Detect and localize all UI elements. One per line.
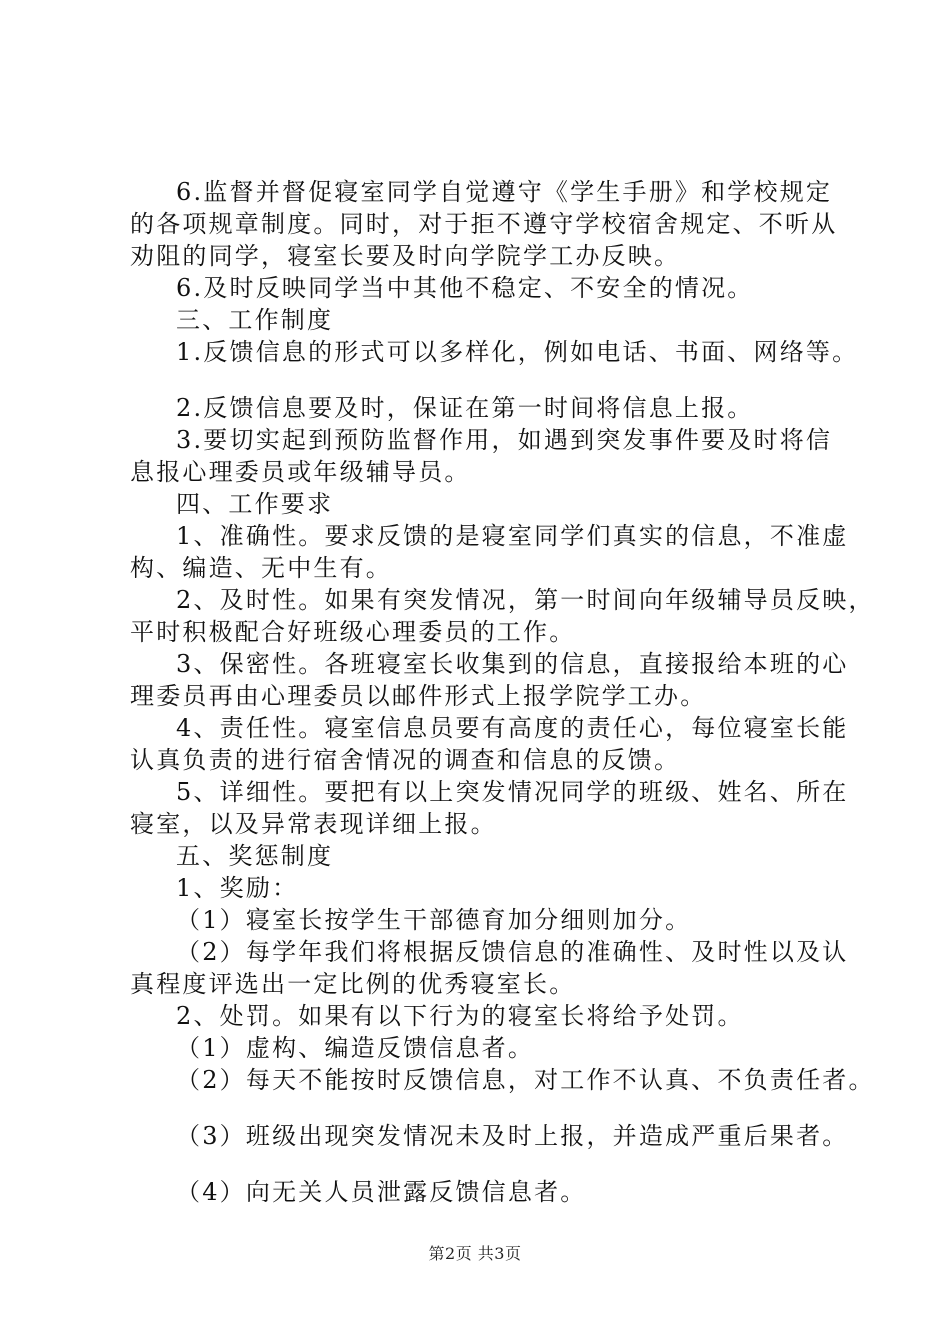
paragraph-line: 4、责任性。寝室信息员要有高度的责任心，每位寝室长能 xyxy=(176,714,849,742)
paragraph-line: （1）虚构、编造反馈信息者。 xyxy=(176,1034,535,1062)
paragraph-line: （3）班级出现突发情况未及时上报，并造成严重后果者。 xyxy=(176,1122,849,1150)
paragraph-line: 1、奖励： xyxy=(176,874,299,902)
paragraph-line: 的各项规章制度。同时，对于拒不遵守学校宿舍规定、不听从 xyxy=(130,210,838,238)
paragraph-line: 寝室，以及异常表现详细上报。 xyxy=(130,810,497,838)
section-heading: 四、工作要求 xyxy=(176,490,334,518)
paragraph-line: 3、保密性。各班寝室长收集到的信息，直接报给本班的心 xyxy=(176,650,849,678)
paragraph-line: 1.反馈信息的形式可以多样化，例如电话、书面、网络等。 xyxy=(176,338,859,366)
paragraph-line: 6.监督并督促寝室同学自觉遵守《学生手册》和学校规定 xyxy=(176,178,833,206)
paragraph-line: （2）每学年我们将根据反馈信息的准确性、及时性以及认 xyxy=(176,938,849,966)
paragraph-line: 真程度评选出一定比例的优秀寝室长。 xyxy=(130,970,576,998)
paragraph-line: 2.反馈信息要及时，保证在第一时间将信息上报。 xyxy=(176,394,754,422)
paragraph-line: 平时积极配合好班级心理委员的工作。 xyxy=(130,618,576,646)
paragraph-line: （1）寝室长按学生干部德育加分细则加分。 xyxy=(176,906,692,934)
paragraph-line: 构、编造、无中生有。 xyxy=(130,554,392,582)
paragraph-line: 3.要切实起到预防监督作用，如遇到突发事件要及时将信 xyxy=(176,426,833,454)
paragraph-line: （2）每天不能按时反馈信息，对工作不认真、不负责任者。 xyxy=(176,1066,875,1094)
paragraph-line: 劝阻的同学，寝室长要及时向学院学工办反映。 xyxy=(130,242,681,270)
paragraph-line: 1、准确性。要求反馈的是寝室同学们真实的信息，不准虚 xyxy=(176,522,849,550)
section-heading: 五、奖惩制度 xyxy=(176,842,334,870)
paragraph-line: 6.及时反映同学当中其他不稳定、不安全的情况。 xyxy=(176,274,754,302)
paragraph-line: （4）向无关人员泄露反馈信息者。 xyxy=(176,1178,587,1206)
paragraph-line: 2、及时性。如果有突发情况，第一时间向年级辅导员反映， xyxy=(176,586,875,614)
page-number-footer: 第2页 共3页 xyxy=(428,1244,522,1263)
paragraph-line: 认真负责的进行宿舍情况的调查和信息的反馈。 xyxy=(130,746,681,774)
paragraph-line: 2、处罚。如果有以下行为的寝室长将给予处罚。 xyxy=(176,1002,744,1030)
paragraph-line: 息报心理委员或年级辅导员。 xyxy=(130,458,471,486)
section-heading: 三、工作制度 xyxy=(176,306,334,334)
paragraph-line: 5、详细性。要把有以上突发情况同学的班级、姓名、所在 xyxy=(176,778,849,806)
paragraph-line: 理委员再由心理委员以邮件形式上报学院学工办。 xyxy=(130,682,707,710)
